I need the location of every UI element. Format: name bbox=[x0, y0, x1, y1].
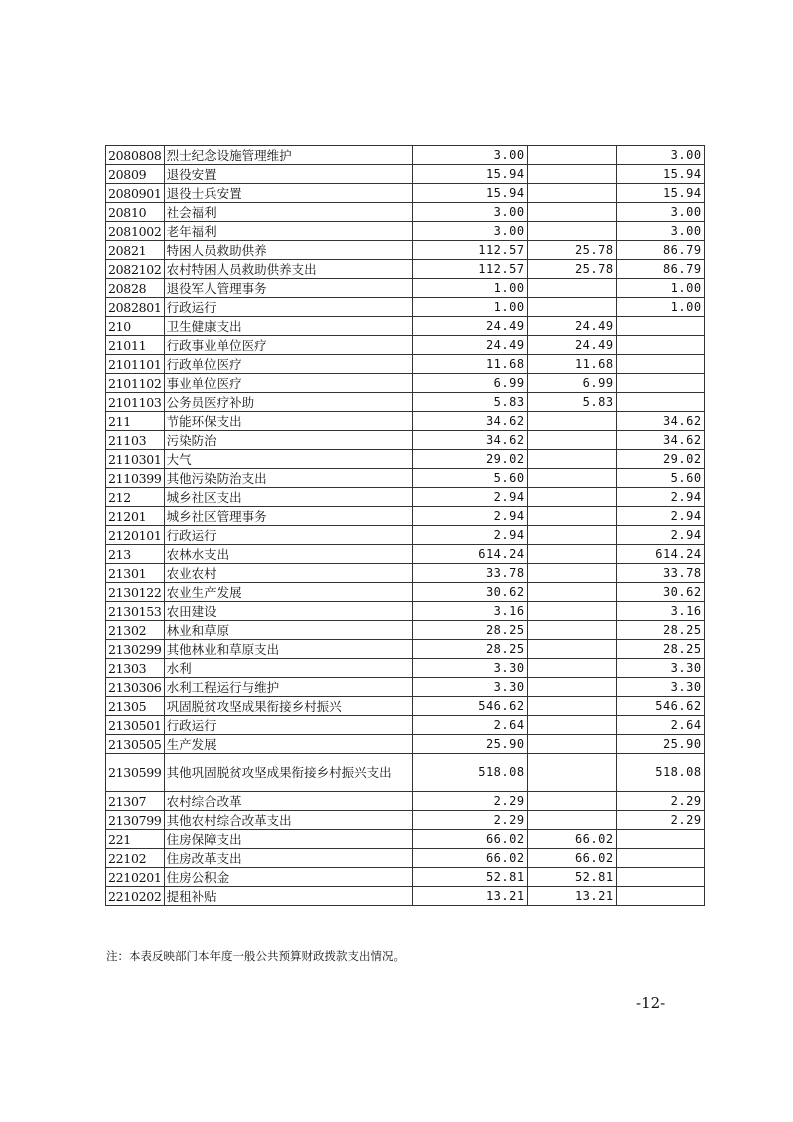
cell-basic: 24.49 bbox=[527, 336, 616, 355]
cell-basic bbox=[527, 678, 616, 697]
cell-code: 2082102 bbox=[106, 260, 165, 279]
table-row bbox=[106, 279, 705, 298]
cell-basic bbox=[527, 222, 616, 241]
cell-project: 86.79 bbox=[616, 241, 704, 260]
cell-basic bbox=[527, 146, 616, 165]
cell-project: 2.94 bbox=[616, 488, 704, 507]
cell-code: 2130599 bbox=[106, 754, 165, 792]
cell-code: 20810 bbox=[106, 203, 165, 222]
cell-code: 211 bbox=[106, 412, 165, 431]
cell-code: 2130153 bbox=[106, 602, 165, 621]
table-row bbox=[106, 241, 705, 260]
cell-name: 行政单位医疗 bbox=[164, 355, 412, 374]
cell-project bbox=[616, 887, 704, 906]
cell-basic bbox=[527, 659, 616, 678]
cell-basic bbox=[527, 412, 616, 431]
cell-total: 33.78 bbox=[412, 564, 527, 583]
cell-code: 221 bbox=[106, 830, 165, 849]
cell-name: 卫生健康支出 bbox=[164, 317, 412, 336]
cell-code: 2101101 bbox=[106, 355, 165, 374]
cell-total: 34.62 bbox=[412, 412, 527, 431]
cell-project: 1.00 bbox=[616, 279, 704, 298]
cell-total: 15.94 bbox=[412, 184, 527, 203]
cell-code: 21305 bbox=[106, 697, 165, 716]
cell-name: 其他污染防治支出 bbox=[164, 469, 412, 488]
cell-basic: 24.49 bbox=[527, 317, 616, 336]
cell-code: 21301 bbox=[106, 564, 165, 583]
cell-name: 退役士兵安置 bbox=[164, 184, 412, 203]
cell-code: 20828 bbox=[106, 279, 165, 298]
cell-code: 2130122 bbox=[106, 583, 165, 602]
cell-project: 34.62 bbox=[616, 431, 704, 450]
cell-basic bbox=[527, 621, 616, 640]
cell-code: 21011 bbox=[106, 336, 165, 355]
cell-total: 5.83 bbox=[412, 393, 527, 412]
table-row bbox=[106, 412, 705, 431]
cell-basic bbox=[527, 640, 616, 659]
cell-basic: 25.78 bbox=[527, 241, 616, 260]
cell-basic bbox=[527, 431, 616, 450]
cell-total: 2.94 bbox=[412, 488, 527, 507]
cell-total: 2.29 bbox=[412, 811, 527, 830]
cell-total: 2.29 bbox=[412, 792, 527, 811]
cell-project: 2.94 bbox=[616, 507, 704, 526]
cell-name: 行政运行 bbox=[164, 298, 412, 317]
cell-name: 巩固脱贫攻坚成果衔接乡村振兴 bbox=[164, 697, 412, 716]
cell-project: 2.64 bbox=[616, 716, 704, 735]
cell-code: 2130799 bbox=[106, 811, 165, 830]
cell-total: 3.30 bbox=[412, 678, 527, 697]
table-row bbox=[106, 659, 705, 678]
cell-project: 3.00 bbox=[616, 146, 704, 165]
cell-basic bbox=[527, 488, 616, 507]
cell-project bbox=[616, 849, 704, 868]
cell-basic bbox=[527, 716, 616, 735]
cell-code: 2210201 bbox=[106, 868, 165, 887]
cell-basic: 11.68 bbox=[527, 355, 616, 374]
cell-total: 112.57 bbox=[412, 241, 527, 260]
cell-total: 15.94 bbox=[412, 165, 527, 184]
cell-total: 24.49 bbox=[412, 317, 527, 336]
cell-project: 34.62 bbox=[616, 412, 704, 431]
cell-basic bbox=[527, 545, 616, 564]
table-row bbox=[106, 184, 705, 203]
table-row bbox=[106, 431, 705, 450]
cell-project bbox=[616, 868, 704, 887]
table-row bbox=[106, 602, 705, 621]
cell-basic bbox=[527, 697, 616, 716]
cell-code: 2110399 bbox=[106, 469, 165, 488]
cell-basic bbox=[527, 602, 616, 621]
table-row bbox=[106, 165, 705, 184]
cell-project: 25.90 bbox=[616, 735, 704, 754]
cell-name: 其他巩固脱贫攻坚成果衔接乡村振兴支出 bbox=[164, 754, 412, 792]
cell-code: 21307 bbox=[106, 792, 165, 811]
cell-name: 农田建设 bbox=[164, 602, 412, 621]
cell-code: 2101103 bbox=[106, 393, 165, 412]
cell-basic bbox=[527, 583, 616, 602]
table-row bbox=[106, 222, 705, 241]
cell-total: 3.00 bbox=[412, 203, 527, 222]
table-row bbox=[106, 393, 705, 412]
cell-name: 老年福利 bbox=[164, 222, 412, 241]
cell-code: 21302 bbox=[106, 621, 165, 640]
cell-total: 3.30 bbox=[412, 659, 527, 678]
cell-total: 28.25 bbox=[412, 621, 527, 640]
cell-total: 52.81 bbox=[412, 868, 527, 887]
cell-name: 农村特困人员救助供养支出 bbox=[164, 260, 412, 279]
table-row bbox=[106, 317, 705, 336]
cell-name: 社会福利 bbox=[164, 203, 412, 222]
table-row bbox=[106, 526, 705, 545]
cell-total: 518.08 bbox=[412, 754, 527, 792]
table-row bbox=[106, 754, 705, 792]
cell-name: 退役安置 bbox=[164, 165, 412, 184]
cell-project bbox=[616, 336, 704, 355]
cell-name: 农业农村 bbox=[164, 564, 412, 583]
cell-code: 2130501 bbox=[106, 716, 165, 735]
cell-total: 546.62 bbox=[412, 697, 527, 716]
cell-name: 退役军人管理事务 bbox=[164, 279, 412, 298]
table-row bbox=[106, 298, 705, 317]
cell-name: 水利 bbox=[164, 659, 412, 678]
cell-code: 2081002 bbox=[106, 222, 165, 241]
cell-code: 2210202 bbox=[106, 887, 165, 906]
cell-name: 农林水支出 bbox=[164, 545, 412, 564]
cell-basic: 5.83 bbox=[527, 393, 616, 412]
cell-code: 212 bbox=[106, 488, 165, 507]
table-row bbox=[106, 203, 705, 222]
cell-name: 林业和草原 bbox=[164, 621, 412, 640]
cell-project: 15.94 bbox=[616, 184, 704, 203]
table-row bbox=[106, 355, 705, 374]
cell-basic bbox=[527, 450, 616, 469]
cell-project: 30.62 bbox=[616, 583, 704, 602]
table-row bbox=[106, 260, 705, 279]
cell-name: 污染防治 bbox=[164, 431, 412, 450]
cell-name: 住房改革支出 bbox=[164, 849, 412, 868]
cell-name: 行政运行 bbox=[164, 526, 412, 545]
table-row bbox=[106, 564, 705, 583]
cell-basic bbox=[527, 165, 616, 184]
cell-basic: 66.02 bbox=[527, 830, 616, 849]
cell-project: 1.00 bbox=[616, 298, 704, 317]
table-row bbox=[106, 811, 705, 830]
cell-name: 农村综合改革 bbox=[164, 792, 412, 811]
cell-total: 6.99 bbox=[412, 374, 527, 393]
table-row bbox=[106, 735, 705, 754]
cell-project: 546.62 bbox=[616, 697, 704, 716]
cell-code: 2082801 bbox=[106, 298, 165, 317]
cell-name: 提租补贴 bbox=[164, 887, 412, 906]
table-row bbox=[106, 507, 705, 526]
table-row bbox=[106, 374, 705, 393]
cell-project bbox=[616, 374, 704, 393]
cell-basic: 52.81 bbox=[527, 868, 616, 887]
cell-total: 1.00 bbox=[412, 279, 527, 298]
table-row bbox=[106, 678, 705, 697]
table-row bbox=[106, 640, 705, 659]
cell-total: 13.21 bbox=[412, 887, 527, 906]
cell-total: 3.00 bbox=[412, 222, 527, 241]
cell-project: 3.00 bbox=[616, 203, 704, 222]
table-body bbox=[106, 146, 705, 906]
cell-name: 特困人员救助供养 bbox=[164, 241, 412, 260]
cell-name: 行政运行 bbox=[164, 716, 412, 735]
cell-total: 66.02 bbox=[412, 830, 527, 849]
cell-project: 29.02 bbox=[616, 450, 704, 469]
cell-total: 25.90 bbox=[412, 735, 527, 754]
cell-total: 5.60 bbox=[412, 469, 527, 488]
page-number: -12- bbox=[636, 994, 666, 1012]
cell-code: 2120101 bbox=[106, 526, 165, 545]
cell-name: 城乡社区管理事务 bbox=[164, 507, 412, 526]
cell-name: 大气 bbox=[164, 450, 412, 469]
cell-basic: 25.78 bbox=[527, 260, 616, 279]
cell-total: 1.00 bbox=[412, 298, 527, 317]
table-row bbox=[106, 146, 705, 165]
cell-project: 28.25 bbox=[616, 621, 704, 640]
cell-name: 其他农村综合改革支出 bbox=[164, 811, 412, 830]
cell-basic bbox=[527, 507, 616, 526]
cell-code: 21201 bbox=[106, 507, 165, 526]
cell-project: 33.78 bbox=[616, 564, 704, 583]
cell-name: 生产发展 bbox=[164, 735, 412, 754]
cell-basic bbox=[527, 469, 616, 488]
cell-name: 住房公积金 bbox=[164, 868, 412, 887]
budget-expenditure-table bbox=[105, 145, 705, 906]
cell-project: 2.94 bbox=[616, 526, 704, 545]
cell-basic: 66.02 bbox=[527, 849, 616, 868]
cell-basic bbox=[527, 526, 616, 545]
cell-total: 11.68 bbox=[412, 355, 527, 374]
cell-basic bbox=[527, 564, 616, 583]
table-row bbox=[106, 716, 705, 735]
table-row bbox=[106, 583, 705, 602]
cell-basic bbox=[527, 184, 616, 203]
table-row bbox=[106, 336, 705, 355]
cell-code: 2110301 bbox=[106, 450, 165, 469]
cell-name: 公务员医疗补助 bbox=[164, 393, 412, 412]
table-row bbox=[106, 830, 705, 849]
cell-basic bbox=[527, 811, 616, 830]
table-row bbox=[106, 868, 705, 887]
cell-name: 水利工程运行与维护 bbox=[164, 678, 412, 697]
cell-basic bbox=[527, 203, 616, 222]
cell-total: 34.62 bbox=[412, 431, 527, 450]
table-row bbox=[106, 887, 705, 906]
table-row bbox=[106, 469, 705, 488]
cell-total: 24.49 bbox=[412, 336, 527, 355]
cell-total: 66.02 bbox=[412, 849, 527, 868]
cell-project: 614.24 bbox=[616, 545, 704, 564]
table-row bbox=[106, 450, 705, 469]
cell-code: 2130505 bbox=[106, 735, 165, 754]
cell-project: 5.60 bbox=[616, 469, 704, 488]
table-row bbox=[106, 697, 705, 716]
table-row bbox=[106, 621, 705, 640]
cell-basic bbox=[527, 279, 616, 298]
cell-project bbox=[616, 317, 704, 336]
cell-total: 614.24 bbox=[412, 545, 527, 564]
cell-code: 213 bbox=[106, 545, 165, 564]
cell-project: 3.16 bbox=[616, 602, 704, 621]
cell-code: 20821 bbox=[106, 241, 165, 260]
cell-name: 行政事业单位医疗 bbox=[164, 336, 412, 355]
cell-code: 21103 bbox=[106, 431, 165, 450]
table-row bbox=[106, 488, 705, 507]
cell-total: 3.00 bbox=[412, 146, 527, 165]
cell-project bbox=[616, 355, 704, 374]
cell-project bbox=[616, 393, 704, 412]
table-footnote: 注：本表反映部门本年度一般公共预算财政拨款支出情况。 bbox=[106, 949, 405, 963]
cell-project: 3.30 bbox=[616, 659, 704, 678]
cell-total: 29.02 bbox=[412, 450, 527, 469]
cell-name: 节能环保支出 bbox=[164, 412, 412, 431]
cell-basic: 13.21 bbox=[527, 887, 616, 906]
cell-code: 2130306 bbox=[106, 678, 165, 697]
cell-name: 农业生产发展 bbox=[164, 583, 412, 602]
cell-basic bbox=[527, 298, 616, 317]
cell-code: 2080901 bbox=[106, 184, 165, 203]
cell-basic bbox=[527, 754, 616, 792]
cell-basic bbox=[527, 735, 616, 754]
cell-total: 2.94 bbox=[412, 507, 527, 526]
cell-project: 518.08 bbox=[616, 754, 704, 792]
cell-project: 3.00 bbox=[616, 222, 704, 241]
cell-total: 28.25 bbox=[412, 640, 527, 659]
cell-basic: 6.99 bbox=[527, 374, 616, 393]
table-row bbox=[106, 849, 705, 868]
cell-project: 2.29 bbox=[616, 811, 704, 830]
cell-project: 2.29 bbox=[616, 792, 704, 811]
table-row bbox=[106, 792, 705, 811]
cell-project: 3.30 bbox=[616, 678, 704, 697]
cell-name: 事业单位医疗 bbox=[164, 374, 412, 393]
cell-project bbox=[616, 830, 704, 849]
cell-total: 2.64 bbox=[412, 716, 527, 735]
cell-name: 其他林业和草原支出 bbox=[164, 640, 412, 659]
cell-name: 住房保障支出 bbox=[164, 830, 412, 849]
cell-total: 30.62 bbox=[412, 583, 527, 602]
table-row bbox=[106, 545, 705, 564]
cell-code: 210 bbox=[106, 317, 165, 336]
cell-code: 22102 bbox=[106, 849, 165, 868]
cell-code: 2130299 bbox=[106, 640, 165, 659]
cell-code: 21303 bbox=[106, 659, 165, 678]
cell-total: 2.94 bbox=[412, 526, 527, 545]
cell-name: 城乡社区支出 bbox=[164, 488, 412, 507]
cell-code: 20809 bbox=[106, 165, 165, 184]
cell-code: 2101102 bbox=[106, 374, 165, 393]
cell-name: 烈士纪念设施管理维护 bbox=[164, 146, 412, 165]
cell-project: 15.94 bbox=[616, 165, 704, 184]
cell-basic bbox=[527, 792, 616, 811]
cell-code: 2080808 bbox=[106, 146, 165, 165]
cell-project: 28.25 bbox=[616, 640, 704, 659]
cell-project: 86.79 bbox=[616, 260, 704, 279]
cell-total: 3.16 bbox=[412, 602, 527, 621]
cell-total: 112.57 bbox=[412, 260, 527, 279]
